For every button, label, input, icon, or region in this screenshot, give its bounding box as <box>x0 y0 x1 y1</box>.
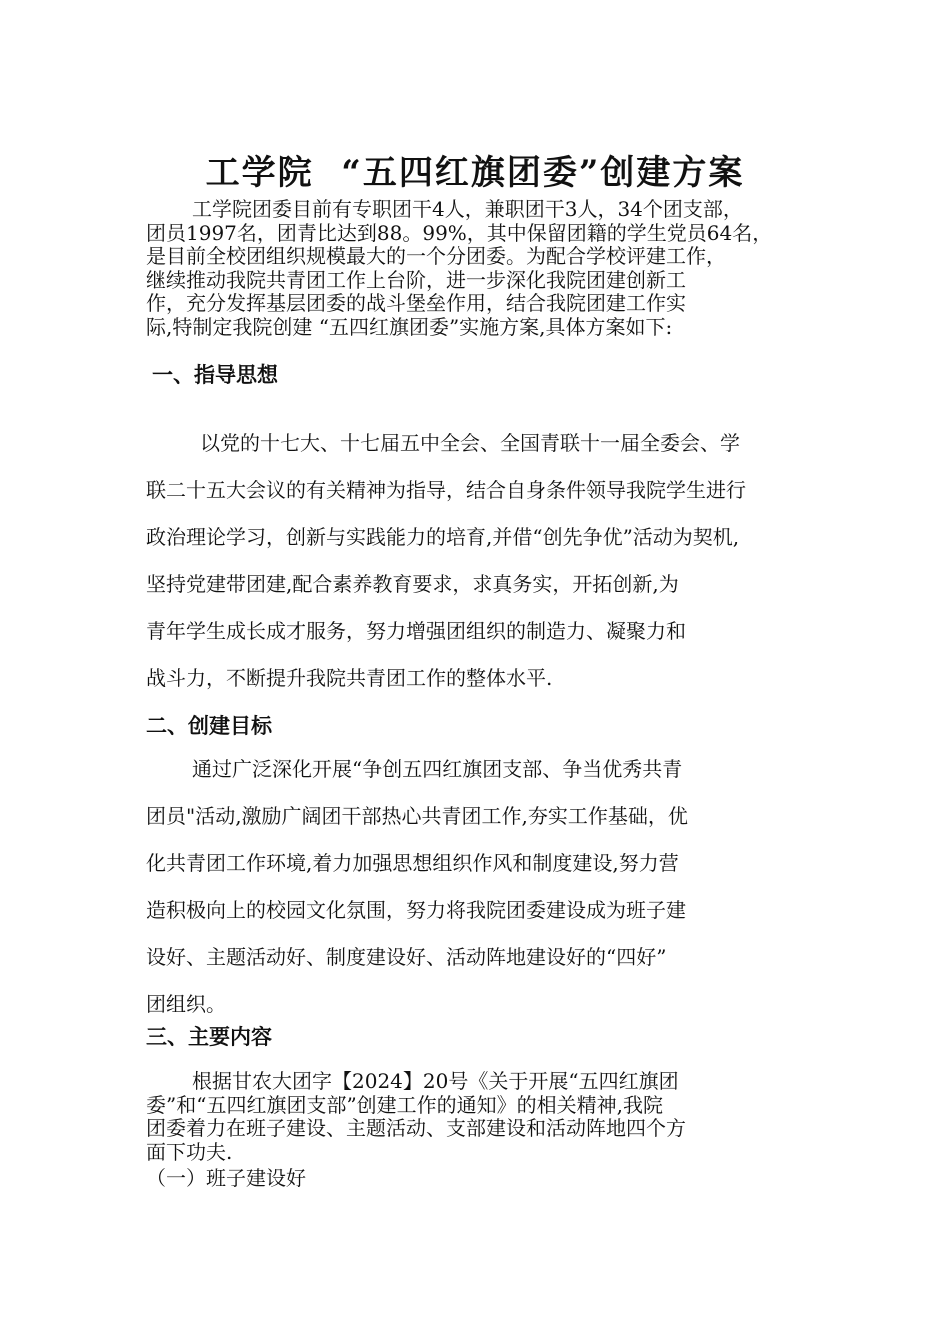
section3-line: 面下功夫. <box>146 1139 233 1164</box>
section-heading-goals: 二、创建目标 <box>146 713 272 738</box>
intro-line: 是目前全校团组织规模最大的一个分团委。为配合学校评建工作， <box>146 244 726 268</box>
section1-line: 青年学生成长成才服务，努力增强团组织的制造力、凝聚力和 <box>146 619 686 643</box>
intro-line: 团员1997名，团青比达到88。99%，其中保留团籍的学生党员64名， <box>146 220 773 245</box>
section1-line: 政治理论学习，创新与实践能力的培育,并借“创先争优”活动为契机, <box>146 525 740 549</box>
section2-line: 团员"活动,激励广阔团干部热心共青团工作,夯实工作基础，优 <box>146 804 688 828</box>
subheading-leadership-team: （一）班子建设好 <box>146 1166 306 1190</box>
section2-line: 通过广泛深化开展“争创五四红旗团支部、争当优秀共青 <box>192 757 683 781</box>
section2-line: 团组织。 <box>146 992 226 1016</box>
section3-line: 根据甘农大团字【2024】20号《关于开展“五四红旗团 <box>192 1069 679 1093</box>
document-title: 工学院 “五四红旗团委”创建方案 <box>205 153 745 193</box>
section3-line: 团委着力在班子建设、主题活动、支部建设和活动阵地四个方 <box>146 1116 686 1140</box>
section1-line: 联二十五大会议的有关精神为指导，结合自身条件领导我院学生进行 <box>146 478 746 502</box>
section2-line: 化共青团工作环境,着力加强思想组织作风和制度建设,努力营 <box>146 851 679 875</box>
intro-line: 继续推动我院共青团工作上台阶，进一步深化我院团建创新工 <box>146 267 686 292</box>
section3-paragraph <box>146 1070 810 1164</box>
section1-line: 以党的十七大、十七届五中全会、全国青联十一届全委会、学 <box>200 431 740 455</box>
section-heading-main-content: 三、主要内容 <box>146 1024 272 1049</box>
section1-line: 坚持党建带团建,配合素养教育要求，求真务实，开拓创新,为 <box>146 572 679 596</box>
section-heading-guiding-ideology: 一、指导思想 <box>152 362 278 387</box>
section1-paragraph <box>146 420 810 702</box>
intro-line: 作，充分发挥基层团委的战斗堡垒作用，结合我院团建工作实 <box>146 291 686 315</box>
section2-line: 设好、主题活动好、制度建设好、活动阵地建设好的“四好” <box>146 945 667 969</box>
intro-line: 工学院团委目前有专职团干4人，兼职团干3人，34个团支部， <box>192 197 743 221</box>
section3-line: 委”和“五四红旗团支部”创建工作的通知》的相关精神,我院 <box>146 1092 664 1117</box>
intro-line: 际,特制定我院创建 “五四红旗团委”实施方案,具体方案如下: <box>146 314 673 339</box>
section2-paragraph <box>146 746 810 1028</box>
intro-paragraph <box>146 198 810 339</box>
section2-line: 造积极向上的校园文化氛围，努力将我院团委建设成为班子建 <box>146 898 686 922</box>
section1-line: 战斗力，不断提升我院共青团工作的整体水平. <box>146 666 553 690</box>
